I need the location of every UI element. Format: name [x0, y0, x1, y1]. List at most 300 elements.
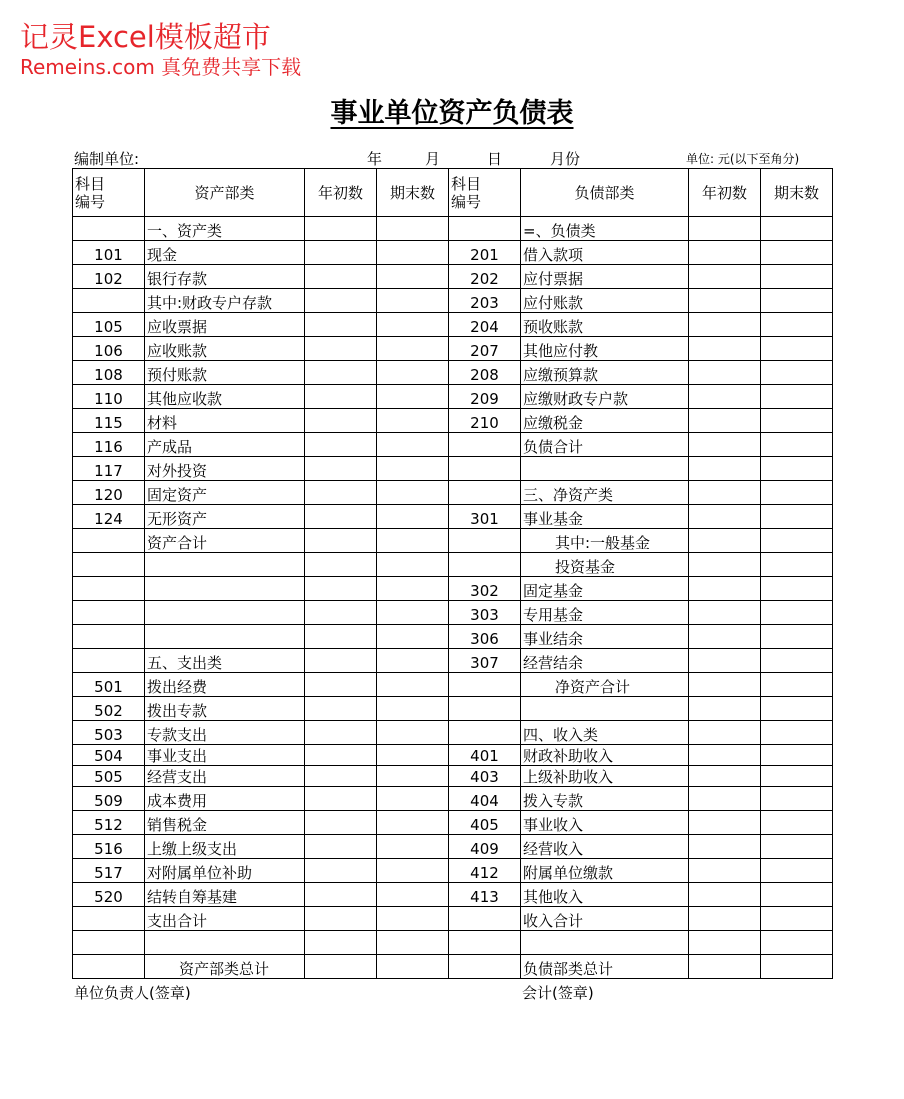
right-begin-value[interactable] — [689, 289, 761, 313]
table-row — [73, 907, 833, 931]
right-begin-value[interactable] — [689, 361, 761, 385]
left-code-cell: 520 — [73, 883, 145, 907]
left-begin-value[interactable] — [305, 907, 377, 931]
table-row — [73, 625, 833, 649]
assets-header: 资产部类 — [145, 169, 305, 217]
right-begin-value[interactable] — [689, 697, 761, 721]
right-item-cell: 附属单位缴款 — [521, 859, 689, 883]
left-code-cell: 517 — [73, 859, 145, 883]
left-item-cell: 结转自筹基建 — [145, 883, 305, 907]
left-code-cell: 110 — [73, 385, 145, 409]
right-item-cell: 经营结余 — [521, 649, 689, 673]
right-end-value[interactable] — [761, 955, 833, 979]
table-row — [73, 481, 833, 505]
left-end-value[interactable] — [377, 721, 449, 745]
right-end-value[interactable] — [761, 313, 833, 337]
right-begin-value[interactable] — [689, 766, 761, 787]
right-begin-value[interactable] — [689, 787, 761, 811]
left-end-value[interactable] — [377, 811, 449, 835]
left-code-cell: 106 — [73, 337, 145, 361]
right-begin-value[interactable] — [689, 217, 761, 241]
table-row — [73, 289, 833, 313]
left-begin-value[interactable] — [305, 481, 377, 505]
right-code-cell: 307 — [449, 649, 521, 673]
right-item-cell — [521, 697, 689, 721]
right-begin-value[interactable] — [689, 457, 761, 481]
left-code-cell: 505 — [73, 766, 145, 787]
left-code-cell: 509 — [73, 787, 145, 811]
right-end-value[interactable] — [761, 625, 833, 649]
right-item-cell: 四、收入类 — [521, 721, 689, 745]
right-end-value[interactable] — [761, 907, 833, 931]
left-code-cell: 105 — [73, 313, 145, 337]
left-begin-value[interactable] — [305, 553, 377, 577]
right-begin-value[interactable] — [689, 625, 761, 649]
right-code-header — [449, 169, 521, 217]
left-end-value[interactable] — [377, 787, 449, 811]
unit-label: 单位: 元(以下至角分) — [686, 152, 800, 166]
left-code-cell — [73, 931, 145, 955]
right-begin-value[interactable] — [689, 931, 761, 955]
right-begin-value[interactable] — [689, 601, 761, 625]
period-label: 月份 — [550, 150, 581, 168]
right-item-cell: 借入款项 — [521, 241, 689, 265]
table-row — [73, 766, 833, 787]
right-end-value[interactable] — [761, 553, 833, 577]
left-begin-value[interactable] — [305, 697, 377, 721]
month-label: 月 — [425, 150, 441, 168]
right-end-value[interactable] — [761, 577, 833, 601]
right-begin-value[interactable] — [689, 505, 761, 529]
table-row — [73, 361, 833, 385]
code-header-line1: 科目 — [75, 174, 106, 193]
right-begin-value[interactable] — [689, 385, 761, 409]
right-begin-value[interactable] — [689, 883, 761, 907]
left-item-cell — [145, 931, 305, 955]
left-code-cell: 512 — [73, 811, 145, 835]
table-header-row — [73, 169, 833, 217]
left-begin-header: 年初数 — [305, 169, 377, 217]
left-item-cell — [145, 625, 305, 649]
left-end-value[interactable] — [377, 409, 449, 433]
left-end-value[interactable] — [377, 313, 449, 337]
left-begin-value[interactable] — [305, 529, 377, 553]
right-begin-value[interactable] — [689, 955, 761, 979]
right-end-value[interactable] — [761, 265, 833, 289]
left-begin-value[interactable] — [305, 931, 377, 955]
left-begin-value[interactable] — [305, 811, 377, 835]
liabilities-header: 负债部类 — [521, 169, 689, 217]
table-row — [73, 955, 833, 979]
left-end-value[interactable] — [377, 859, 449, 883]
right-item-cell: 拨入专款 — [521, 787, 689, 811]
left-code-cell — [73, 289, 145, 313]
left-begin-value[interactable] — [305, 745, 377, 766]
left-begin-value[interactable] — [305, 601, 377, 625]
table-row — [73, 313, 833, 337]
left-begin-value[interactable] — [305, 313, 377, 337]
left-item-cell: 拨出专款 — [145, 697, 305, 721]
right-code-cell — [449, 721, 521, 745]
table-row — [73, 577, 833, 601]
right-begin-value[interactable] — [689, 811, 761, 835]
table-row — [73, 673, 833, 697]
left-begin-value[interactable] — [305, 649, 377, 673]
right-end-value[interactable] — [761, 649, 833, 673]
right-item-cell: 应付账款 — [521, 289, 689, 313]
left-end-value[interactable] — [377, 289, 449, 313]
left-item-cell: 资产部类总计 — [145, 955, 305, 979]
right-end-value[interactable] — [761, 361, 833, 385]
right-end-value[interactable] — [761, 385, 833, 409]
left-begin-value[interactable] — [305, 433, 377, 457]
left-begin-value[interactable] — [305, 265, 377, 289]
right-code-cell: 306 — [449, 625, 521, 649]
code-header-line2: 编号 — [451, 192, 482, 211]
left-end-value[interactable] — [377, 697, 449, 721]
right-end-value[interactable] — [761, 673, 833, 697]
left-begin-value[interactable] — [305, 883, 377, 907]
table-row — [73, 457, 833, 481]
right-begin-value[interactable] — [689, 265, 761, 289]
right-item-cell: 净资产合计 — [521, 673, 689, 697]
right-begin-value[interactable] — [689, 859, 761, 883]
table-row — [73, 265, 833, 289]
left-code-header — [73, 169, 145, 217]
right-item-cell: 专用基金 — [521, 601, 689, 625]
left-code-cell — [73, 577, 145, 601]
code-header-line1: 科目 — [451, 174, 482, 193]
right-begin-value[interactable] — [689, 409, 761, 433]
right-end-value[interactable] — [761, 601, 833, 625]
left-end-value[interactable] — [377, 217, 449, 241]
table-row — [73, 787, 833, 811]
right-code-cell: 412 — [449, 859, 521, 883]
left-code-cell: 102 — [73, 265, 145, 289]
left-begin-value[interactable] — [305, 835, 377, 859]
left-code-cell — [73, 907, 145, 931]
right-item-cell: 其他收入 — [521, 883, 689, 907]
right-code-cell — [449, 697, 521, 721]
right-code-cell: 409 — [449, 835, 521, 859]
right-end-value[interactable] — [761, 811, 833, 835]
right-code-cell: 209 — [449, 385, 521, 409]
left-end-value[interactable] — [377, 385, 449, 409]
left-item-cell: 五、支出类 — [145, 649, 305, 673]
left-item-cell: 拨出经费 — [145, 673, 305, 697]
right-end-value[interactable] — [761, 835, 833, 859]
right-begin-value[interactable] — [689, 721, 761, 745]
left-item-cell: 对外投资 — [145, 457, 305, 481]
left-begin-value[interactable] — [305, 409, 377, 433]
table-row — [73, 649, 833, 673]
table-row — [73, 337, 833, 361]
left-end-value[interactable] — [377, 337, 449, 361]
right-item-cell: 投资基金 — [521, 553, 689, 577]
right-begin-value[interactable] — [689, 745, 761, 766]
left-end-header: 期末数 — [377, 169, 449, 217]
left-item-cell: 产成品 — [145, 433, 305, 457]
right-end-value[interactable] — [761, 337, 833, 361]
table-body — [73, 169, 833, 979]
left-end-value[interactable] — [377, 505, 449, 529]
right-item-cell: 固定基金 — [521, 577, 689, 601]
right-end-value[interactable] — [761, 787, 833, 811]
left-item-cell: 事业支出 — [145, 745, 305, 766]
left-item-cell: 预付账款 — [145, 361, 305, 385]
right-item-cell: 应付票据 — [521, 265, 689, 289]
right-code-cell: 203 — [449, 289, 521, 313]
page-title-text: 事业单位资产负债表 — [330, 98, 574, 129]
table-row — [73, 529, 833, 553]
right-code-cell: 210 — [449, 409, 521, 433]
right-code-cell — [449, 931, 521, 955]
left-begin-value[interactable] — [305, 241, 377, 265]
left-item-cell: 成本费用 — [145, 787, 305, 811]
right-code-cell — [449, 433, 521, 457]
table-row — [73, 811, 833, 835]
left-code-cell — [73, 649, 145, 673]
left-code-cell — [73, 553, 145, 577]
left-item-cell — [145, 553, 305, 577]
left-end-value[interactable] — [377, 883, 449, 907]
left-begin-value[interactable] — [305, 673, 377, 697]
right-item-cell: =、负债类 — [521, 217, 689, 241]
right-begin-value[interactable] — [689, 673, 761, 697]
right-end-value[interactable] — [761, 721, 833, 745]
left-begin-value[interactable] — [305, 625, 377, 649]
left-end-value[interactable] — [377, 835, 449, 859]
left-item-cell: 固定资产 — [145, 481, 305, 505]
right-item-cell: 其他应付教 — [521, 337, 689, 361]
right-code-cell: 201 — [449, 241, 521, 265]
right-item-cell: 上级补助收入 — [521, 766, 689, 787]
left-end-value[interactable] — [377, 241, 449, 265]
table-row — [73, 835, 833, 859]
table-row — [73, 217, 833, 241]
left-begin-value[interactable] — [305, 766, 377, 787]
left-item-cell: 支出合计 — [145, 907, 305, 931]
left-item-cell: 经营支出 — [145, 766, 305, 787]
left-item-cell: 专款支出 — [145, 721, 305, 745]
left-code-cell: 501 — [73, 673, 145, 697]
right-code-cell — [449, 481, 521, 505]
right-end-value[interactable] — [761, 457, 833, 481]
right-item-cell: 事业基金 — [521, 505, 689, 529]
right-item-cell: 应缴财政专户款 — [521, 385, 689, 409]
table-row — [73, 883, 833, 907]
left-item-cell — [145, 601, 305, 625]
left-item-cell: 应收账款 — [145, 337, 305, 361]
right-begin-value[interactable] — [689, 481, 761, 505]
right-end-value[interactable] — [761, 529, 833, 553]
right-end-value[interactable] — [761, 433, 833, 457]
left-end-value[interactable] — [377, 577, 449, 601]
code-header-line2: 编号 — [75, 192, 106, 211]
left-end-value[interactable] — [377, 433, 449, 457]
right-item-cell: 经营收入 — [521, 835, 689, 859]
table-row — [73, 931, 833, 955]
left-begin-value[interactable] — [305, 577, 377, 601]
footer-principal-signature: 单位负责人(签章) — [74, 984, 191, 1002]
left-code-cell: 108 — [73, 361, 145, 385]
right-code-cell: 403 — [449, 766, 521, 787]
right-item-cell: 负债部类总计 — [521, 955, 689, 979]
right-code-cell: 207 — [449, 337, 521, 361]
balance-sheet-table — [72, 168, 833, 979]
right-code-cell: 202 — [449, 265, 521, 289]
left-begin-value[interactable] — [305, 859, 377, 883]
right-begin-value[interactable] — [689, 577, 761, 601]
left-end-value[interactable] — [377, 601, 449, 625]
right-item-cell: 应缴预算款 — [521, 361, 689, 385]
right-code-cell: 302 — [449, 577, 521, 601]
right-item-cell: 财政补助收入 — [521, 745, 689, 766]
left-begin-value[interactable] — [305, 787, 377, 811]
table-row — [73, 697, 833, 721]
right-end-value[interactable] — [761, 859, 833, 883]
right-begin-value[interactable] — [689, 649, 761, 673]
year-label: 年 — [367, 150, 383, 168]
right-end-value[interactable] — [761, 745, 833, 766]
left-begin-value[interactable] — [305, 721, 377, 745]
left-item-cell: 上缴上级支出 — [145, 835, 305, 859]
right-item-cell: 事业结余 — [521, 625, 689, 649]
right-begin-value[interactable] — [689, 433, 761, 457]
right-code-cell: 303 — [449, 601, 521, 625]
left-code-cell: 516 — [73, 835, 145, 859]
left-code-cell: 116 — [73, 433, 145, 457]
left-item-cell: 销售税金 — [145, 811, 305, 835]
right-code-cell: 208 — [449, 361, 521, 385]
watermark-site: Remeins.com 真免费共享下载 — [20, 55, 302, 79]
table-row — [73, 859, 833, 883]
left-item-cell: 其他应收款 — [145, 385, 305, 409]
table-row — [73, 505, 833, 529]
left-item-cell: 银行存款 — [145, 265, 305, 289]
table-row — [73, 241, 833, 265]
left-end-value[interactable] — [377, 955, 449, 979]
left-item-cell — [145, 577, 305, 601]
left-end-value[interactable] — [377, 673, 449, 697]
left-end-value[interactable] — [377, 361, 449, 385]
right-item-cell: 收入合计 — [521, 907, 689, 931]
footer-accountant-signature: 会计(签章) — [522, 984, 594, 1002]
left-begin-value[interactable] — [305, 217, 377, 241]
right-code-cell — [449, 553, 521, 577]
right-end-value[interactable] — [761, 505, 833, 529]
right-end-value[interactable] — [761, 697, 833, 721]
left-code-cell: 503 — [73, 721, 145, 745]
left-item-cell: 材料 — [145, 409, 305, 433]
left-end-value[interactable] — [377, 457, 449, 481]
table-row — [73, 433, 833, 457]
left-begin-value[interactable] — [305, 955, 377, 979]
right-end-value[interactable] — [761, 931, 833, 955]
right-end-value[interactable] — [761, 409, 833, 433]
left-code-cell: 120 — [73, 481, 145, 505]
left-end-value[interactable] — [377, 649, 449, 673]
left-begin-value[interactable] — [305, 337, 377, 361]
right-end-value[interactable] — [761, 883, 833, 907]
left-code-cell — [73, 529, 145, 553]
left-begin-value[interactable] — [305, 361, 377, 385]
right-end-value[interactable] — [761, 481, 833, 505]
right-code-cell — [449, 673, 521, 697]
left-end-value[interactable] — [377, 553, 449, 577]
day-label: 日 — [487, 150, 503, 168]
left-end-value[interactable] — [377, 766, 449, 787]
table-row — [73, 409, 833, 433]
right-code-cell — [449, 529, 521, 553]
left-code-cell: 124 — [73, 505, 145, 529]
left-end-value[interactable] — [377, 265, 449, 289]
right-begin-value[interactable] — [689, 529, 761, 553]
right-begin-value[interactable] — [689, 337, 761, 361]
right-code-cell: 404 — [449, 787, 521, 811]
left-code-cell — [73, 625, 145, 649]
right-item-cell: 其中:一般基金 — [521, 529, 689, 553]
left-end-value[interactable] — [377, 745, 449, 766]
table-row — [73, 385, 833, 409]
right-item-cell — [521, 457, 689, 481]
right-item-cell — [521, 931, 689, 955]
right-end-header: 期末数 — [761, 169, 833, 217]
left-begin-value[interactable] — [305, 289, 377, 313]
left-code-cell: 115 — [73, 409, 145, 433]
compiler-label: 编制单位: — [74, 150, 140, 168]
right-item-cell: 事业收入 — [521, 811, 689, 835]
left-item-cell: 现金 — [145, 241, 305, 265]
right-end-value[interactable] — [761, 289, 833, 313]
right-end-value[interactable] — [761, 217, 833, 241]
left-code-cell: 504 — [73, 745, 145, 766]
right-begin-value[interactable] — [689, 313, 761, 337]
right-begin-value[interactable] — [689, 907, 761, 931]
left-begin-value[interactable] — [305, 457, 377, 481]
left-end-value[interactable] — [377, 529, 449, 553]
right-code-cell: 413 — [449, 883, 521, 907]
right-item-cell: 三、净资产类 — [521, 481, 689, 505]
right-end-value[interactable] — [761, 241, 833, 265]
right-code-cell: 401 — [449, 745, 521, 766]
right-code-cell — [449, 217, 521, 241]
right-code-cell — [449, 457, 521, 481]
right-code-cell: 204 — [449, 313, 521, 337]
left-begin-value[interactable] — [305, 385, 377, 409]
page-title — [0, 96, 904, 132]
right-begin-header: 年初数 — [689, 169, 761, 217]
right-code-cell: 301 — [449, 505, 521, 529]
table-row — [73, 553, 833, 577]
left-code-cell: 101 — [73, 241, 145, 265]
left-code-cell — [73, 217, 145, 241]
right-begin-value[interactable] — [689, 553, 761, 577]
right-code-cell — [449, 907, 521, 931]
right-begin-value[interactable] — [689, 835, 761, 859]
right-item-cell: 应缴税金 — [521, 409, 689, 433]
left-end-value[interactable] — [377, 907, 449, 931]
left-end-value[interactable] — [377, 931, 449, 955]
left-begin-value[interactable] — [305, 505, 377, 529]
left-end-value[interactable] — [377, 625, 449, 649]
right-begin-value[interactable] — [689, 241, 761, 265]
left-code-cell — [73, 601, 145, 625]
left-end-value[interactable] — [377, 481, 449, 505]
right-end-value[interactable] — [761, 766, 833, 787]
left-item-cell: 一、资产类 — [145, 217, 305, 241]
left-code-cell: 502 — [73, 697, 145, 721]
